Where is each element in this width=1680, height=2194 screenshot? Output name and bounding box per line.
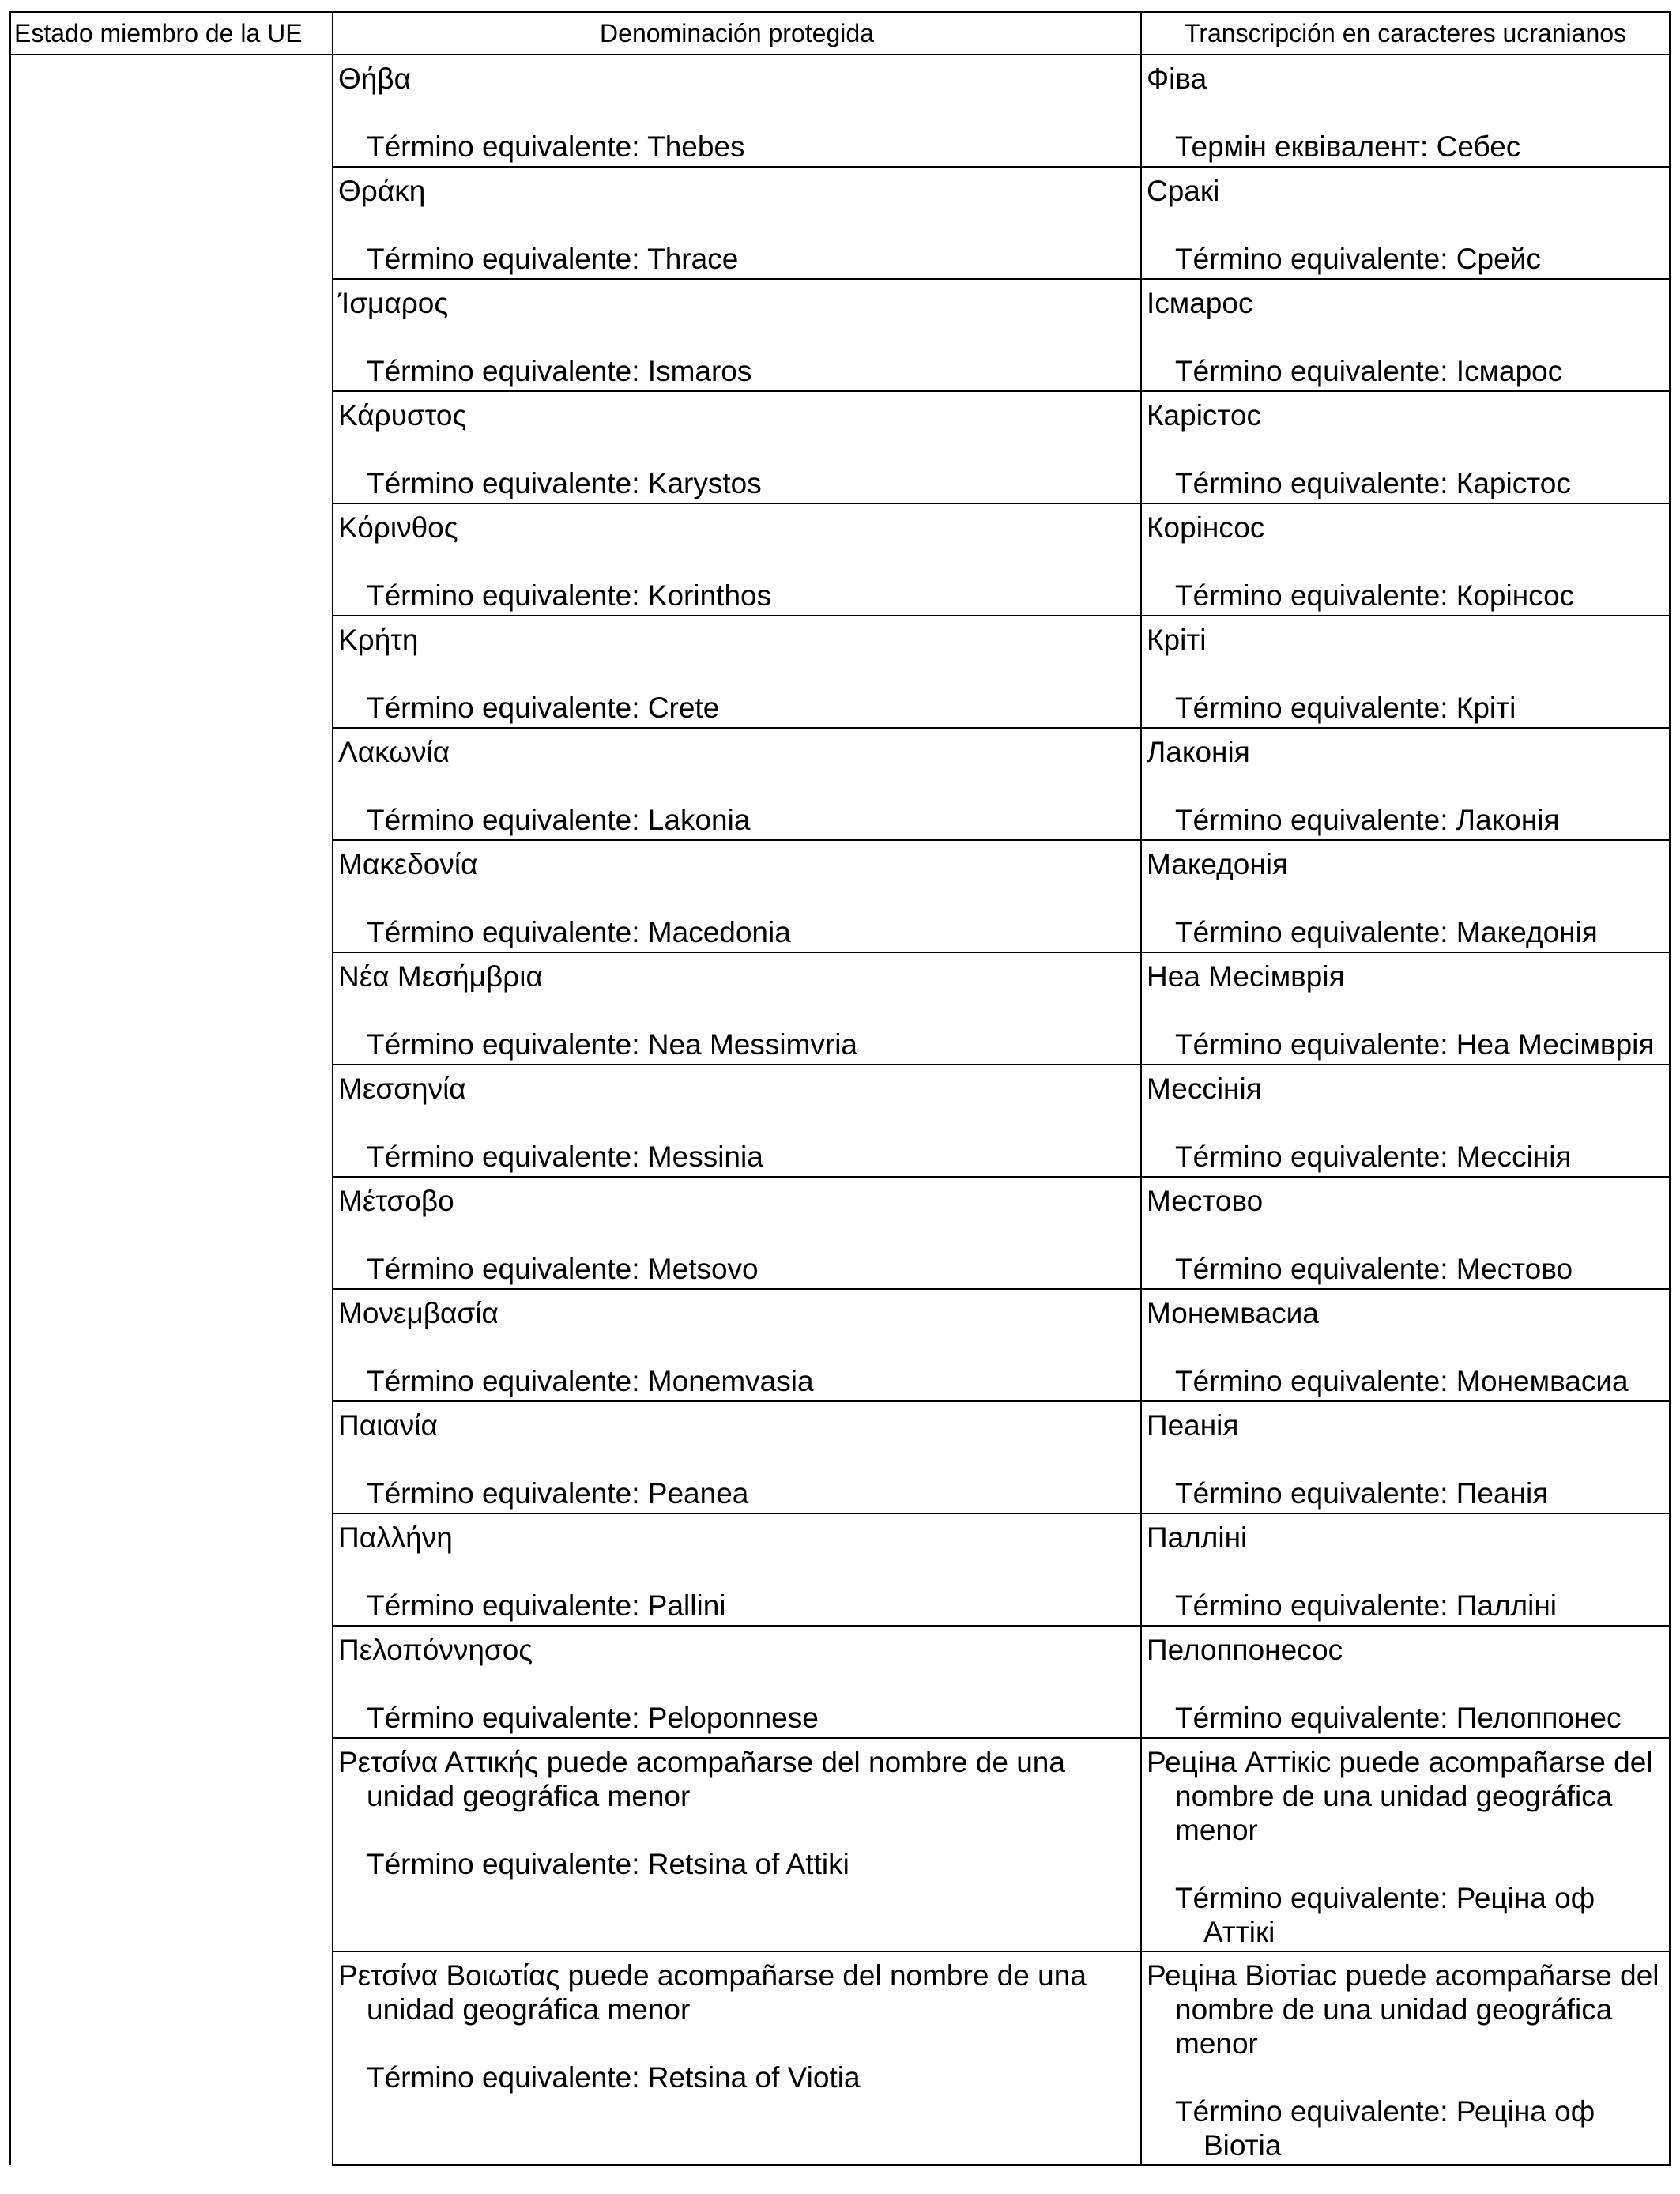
equivalent-term-text: Término equivalente: Корінсос xyxy=(1175,579,1575,612)
protected-name-cell xyxy=(333,952,1141,1065)
header-protected-name: Denominación protegida xyxy=(333,12,1141,55)
transcription-cell xyxy=(1141,503,1670,616)
transcription-cell xyxy=(1141,616,1670,728)
equivalent-term-text: Término equivalente: Pallini xyxy=(367,1589,726,1622)
transcription-cell xyxy=(1141,728,1670,840)
denomination-text: Νέα Μεσήμβρια xyxy=(338,960,543,993)
protected-name-cell xyxy=(333,1289,1141,1401)
protected-name-cell xyxy=(333,391,1141,503)
denomination-text: Παιανία xyxy=(338,1409,438,1442)
equivalent-term-text: Término equivalente: Реціна оф Аттікі xyxy=(1175,1882,1595,1948)
equivalent-term-text: Término equivalente: Peloponnese xyxy=(367,1702,819,1734)
transcription-cell xyxy=(1141,1626,1670,1738)
protected-name-cell xyxy=(333,1738,1141,1951)
denomination-text: Сракі xyxy=(1147,175,1220,207)
equivalent-term-text: Término equivalente: Палліні xyxy=(1175,1589,1558,1622)
member-state-cell xyxy=(10,55,333,2165)
equivalent-term-text: Término equivalente: Peanea xyxy=(367,1477,749,1510)
header-transcription: Transcripción en caracteres ucranianos xyxy=(1141,12,1670,55)
transcription-cell xyxy=(1141,1951,1670,2165)
equivalent-term-text: Término equivalente: Ісмарос xyxy=(1175,355,1563,387)
denomination-text: Μεσσηνία xyxy=(338,1072,466,1105)
table-header-row xyxy=(10,12,1670,55)
header-member-state: Estado miembro de la UE xyxy=(10,12,333,55)
equivalent-term-text: Término equivalente: Македонія xyxy=(1175,916,1598,948)
transcription-cell xyxy=(1141,167,1670,279)
protected-name-cell xyxy=(333,1065,1141,1177)
denomination-text: Македонія xyxy=(1147,848,1289,880)
protected-name-cell xyxy=(333,55,1141,167)
equivalent-term-text: Término equivalente: Monemvasia xyxy=(367,1365,814,1397)
equivalent-term-text: Término equivalente: Retsina of Viotia xyxy=(367,2061,861,2094)
denomination-text: Мессінія xyxy=(1147,1072,1262,1105)
equivalent-term-text: Término equivalente: Nea Messimvria xyxy=(367,1028,858,1061)
equivalent-term-text: Término equivalente: Кріті xyxy=(1175,692,1516,724)
transcription-cell xyxy=(1141,1177,1670,1289)
protected-name-cell xyxy=(333,728,1141,840)
transcription-cell xyxy=(1141,1401,1670,1514)
denomination-text: Ίσμαρος xyxy=(338,287,449,319)
equivalent-term-text: Término equivalente: Монемвасиа xyxy=(1175,1365,1629,1397)
transcription-cell xyxy=(1141,1065,1670,1177)
equivalent-term-text: Término equivalente: Thrace xyxy=(367,243,739,275)
equivalent-term-text: Término equivalente: Пеанія xyxy=(1175,1477,1549,1510)
denomination-text: Πελοπόννησος xyxy=(338,1634,533,1666)
transcription-cell xyxy=(1141,1514,1670,1626)
equivalent-term-text: Término equivalente: Срейс xyxy=(1175,243,1541,275)
denomination-text: Пелоппонесос xyxy=(1147,1634,1343,1666)
equivalent-term-text: Término equivalente: Пелоппонес xyxy=(1175,1702,1622,1734)
denomination-text: Θήβα xyxy=(338,62,412,95)
equivalent-term-text: Término equivalente: Лаконія xyxy=(1175,804,1560,836)
denomination-text: Μέτσοβο xyxy=(338,1185,454,1217)
protected-name-cell xyxy=(333,1951,1141,2165)
transcription-cell xyxy=(1141,1289,1670,1401)
protected-name-cell xyxy=(333,1401,1141,1514)
transcription-cell xyxy=(1141,279,1670,391)
transcription-cell xyxy=(1141,55,1670,167)
equivalent-term-text: Término equivalente: Мессінія xyxy=(1175,1140,1572,1173)
equivalent-term-text: Término equivalente: Crete xyxy=(367,692,720,724)
equivalent-term-text: Término equivalente: Karystos xyxy=(367,467,762,499)
protected-name-cell xyxy=(333,503,1141,616)
denomination-text: Παλλήνη xyxy=(338,1521,453,1554)
denomination-text: Κρήτη xyxy=(338,624,419,656)
denomination-text: Корінсос xyxy=(1147,511,1265,544)
equivalent-term-text: Término equivalente: Macedonia xyxy=(367,916,791,948)
equivalent-term-text: Término equivalente: Metsovo xyxy=(367,1253,759,1285)
transcription-cell xyxy=(1141,391,1670,503)
equivalent-term-text: Término equivalente: Lakonia xyxy=(367,804,751,836)
table-row xyxy=(10,55,1670,167)
protected-name-cell xyxy=(333,1626,1141,1738)
geographical-indications-table xyxy=(9,11,1671,2166)
denomination-text: Карістос xyxy=(1147,399,1262,432)
denomination-text: Неа Месімврія xyxy=(1147,960,1345,993)
equivalent-term-text: Término equivalente: Messinia xyxy=(367,1140,763,1173)
denomination-text: Монемвасиа xyxy=(1147,1297,1319,1329)
denomination-text: Μονεμβασία xyxy=(338,1297,499,1329)
equivalent-term-text: Термін еквівалент: Себес xyxy=(1175,130,1521,163)
equivalent-term-text: Término equivalente: Korinthos xyxy=(367,579,772,612)
denomination-text: Λακωνία xyxy=(338,736,450,768)
denomination-text: Местово xyxy=(1147,1185,1264,1217)
denomination-text: Ρετσίνα Βοιωτίας puede acompañarse del nombre de una unidad geográfica menor xyxy=(338,1959,1087,2026)
denomination-text: Ісмарос xyxy=(1147,287,1253,319)
equivalent-term-text: Término equivalente: Ismaros xyxy=(367,355,752,387)
protected-name-cell xyxy=(333,840,1141,952)
equivalent-term-text: Término equivalente: Реціна оф Віотіа xyxy=(1175,2095,1595,2162)
protected-name-cell xyxy=(333,167,1141,279)
denomination-text: Лаконія xyxy=(1147,736,1250,768)
table-body xyxy=(10,55,1670,2165)
denomination-text: Μακεδονία xyxy=(338,848,478,880)
transcription-cell xyxy=(1141,1738,1670,1951)
transcription-cell xyxy=(1141,952,1670,1065)
equivalent-term-text: Término equivalente: Retsina of Attiki xyxy=(367,1848,849,1880)
denomination-text: Κόρινθος xyxy=(338,511,458,544)
denomination-text: Кріті xyxy=(1147,624,1207,656)
denomination-text: Пеанія xyxy=(1147,1409,1239,1442)
protected-name-cell xyxy=(333,1177,1141,1289)
transcription-cell xyxy=(1141,840,1670,952)
denomination-text: Реціна Аттікіс puede acompañarse del nombre de una unidad geográfica menor xyxy=(1147,1746,1653,1846)
denomination-text: Ρετσίνα Αττικής puede acompañarse del nombre de una unidad geográfica menor xyxy=(338,1746,1065,1812)
denomination-text: Фіва xyxy=(1147,62,1207,95)
denomination-text: Κάρυστος xyxy=(338,399,467,432)
equivalent-term-text: Término equivalente: Thebes xyxy=(367,130,745,163)
equivalent-term-text: Término equivalente: Карістос xyxy=(1175,467,1571,499)
denomination-text: Палліні xyxy=(1147,1521,1248,1554)
protected-name-cell xyxy=(333,279,1141,391)
denomination-text: Θράκη xyxy=(338,175,426,207)
equivalent-term-text: Término equivalente: Неа Месімврія xyxy=(1175,1028,1655,1061)
protected-name-cell xyxy=(333,1514,1141,1626)
denomination-text: Реціна Віотіас puede acompañarse del nombre de una unidad geográfica menor xyxy=(1147,1959,1659,2060)
protected-name-cell xyxy=(333,616,1141,728)
equivalent-term-text: Término equivalente: Местово xyxy=(1175,1253,1573,1285)
